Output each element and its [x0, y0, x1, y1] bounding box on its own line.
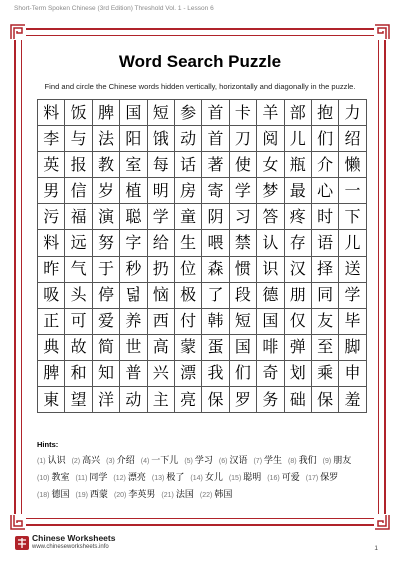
grid-cell[interactable]: 友 [312, 309, 339, 335]
grid-cell[interactable]: 脾 [38, 361, 65, 387]
hint-word: 高兴 [82, 456, 101, 466]
grid-cell[interactable]: 于 [93, 257, 120, 283]
grid-cell[interactable]: 位 [175, 257, 202, 283]
grid-cell[interactable]: 国 [257, 309, 284, 335]
grid-cell[interactable]: 可 [65, 309, 92, 335]
grid-cell[interactable]: 덞 [120, 283, 147, 309]
hint-item [141, 453, 179, 470]
grid-cell[interactable]: 寄 [202, 178, 229, 204]
grid-cell[interactable]: 简 [93, 335, 120, 361]
hint-item [229, 470, 261, 487]
grid-cell[interactable]: 正 [38, 309, 65, 335]
hints-title: Hints: [37, 440, 59, 449]
grid-cell[interactable]: 法 [93, 126, 120, 152]
hint-word: 一下儿 [151, 456, 179, 466]
grid-cell[interactable]: 知 [93, 361, 120, 387]
hint-number: (5) [184, 458, 193, 465]
grid-cell[interactable]: 国 [120, 100, 147, 126]
hint-word: 德国 [51, 490, 70, 500]
grid-cell[interactable]: 料 [38, 230, 65, 256]
grid-cell[interactable]: 参 [175, 100, 202, 126]
grid-cell[interactable]: 和 [65, 361, 92, 387]
footer-url[interactable]: www.chineseworksheets.info [32, 544, 109, 550]
hint-item [37, 470, 69, 487]
grid-cell[interactable]: 恼 [148, 283, 175, 309]
hint-word: 西蒙 [89, 490, 108, 500]
grid-cell[interactable]: 头 [65, 283, 92, 309]
hint-item [113, 470, 145, 487]
grid-cell[interactable]: 汉 [285, 257, 312, 283]
hint-item [72, 453, 101, 470]
hint-item [37, 487, 69, 504]
grid-cell[interactable]: 首 [202, 100, 229, 126]
grid-cell[interactable]: 们 [312, 126, 339, 152]
grid-cell[interactable]: 保 [202, 387, 229, 413]
instructions-text: Find and circle the Chinese words hidden vertically, horizontally and diagonally in the puzzle. [44, 82, 356, 91]
hint-number: (10) [37, 475, 50, 482]
hint-word: 保罗 [320, 473, 339, 483]
grid-cell[interactable]: 料 [38, 100, 65, 126]
grid-cell[interactable]: 至 [312, 335, 339, 361]
grid-cell[interactable]: 梦 [257, 178, 284, 204]
grid-cell[interactable]: 们 [230, 361, 257, 387]
grid-cell[interactable]: 抱 [312, 100, 339, 126]
corner-ornament-top-left [10, 24, 26, 40]
grid-cell[interactable]: 扔 [148, 257, 175, 283]
grid-cell[interactable]: 喂 [202, 230, 229, 256]
grid-cell[interactable]: 童 [175, 204, 202, 230]
grid-cell[interactable]: 脾 [93, 100, 120, 126]
grid-cell[interactable]: 羞 [339, 387, 366, 413]
grid-cell[interactable]: 污 [38, 204, 65, 230]
grid-cell[interactable]: 懒 [339, 152, 366, 178]
grid-cell[interactable]: 学 [339, 283, 366, 309]
hint-number: (16) [267, 475, 280, 482]
hint-number: (6) [218, 458, 228, 465]
grid-cell[interactable]: 绍 [339, 126, 366, 152]
grid-cell[interactable]: 東 [38, 387, 65, 413]
hint-item [114, 487, 155, 504]
hints-list [37, 453, 367, 504]
hint-item [152, 470, 184, 487]
grid-cell[interactable]: 岁 [93, 178, 120, 204]
hint-number: (2) [71, 458, 81, 465]
grid-cell[interactable]: 语 [312, 230, 339, 256]
grid-cell[interactable]: 罗 [230, 387, 257, 413]
hint-item [75, 470, 107, 487]
hint-number: (17) [305, 475, 319, 482]
grid-cell[interactable]: 明 [148, 178, 175, 204]
hint-word: 可爱 [281, 473, 300, 483]
hint-word: 认识 [47, 456, 66, 466]
grid-cell[interactable]: 惯 [230, 257, 257, 283]
grid-cell[interactable]: 报 [65, 152, 92, 178]
grid-cell[interactable]: 我 [202, 361, 229, 387]
header-text: Short-Term Spoken Chinese (3rd Edition) Threshold Vol. 1 - Lesson 6 [14, 5, 214, 12]
footer-brand: Chinese Worksheets [32, 533, 116, 543]
hint-number: (7) [253, 458, 263, 465]
grid-cell[interactable]: 兴 [148, 361, 175, 387]
hint-word: 韩国 [214, 490, 233, 500]
corner-ornament-top-right [374, 24, 390, 40]
hint-item [200, 487, 232, 504]
grid-cell[interactable]: 羊 [257, 100, 284, 126]
grid-cell[interactable]: 儿 [339, 230, 366, 256]
grid-cell[interactable]: 养 [120, 309, 147, 335]
grid-cell[interactable]: 德 [257, 283, 284, 309]
grid-cell[interactable]: 极 [175, 283, 202, 309]
grid-cell[interactable]: 森 [202, 257, 229, 283]
hint-word: 李英男 [128, 490, 156, 500]
grid-cell[interactable]: 吸 [38, 283, 65, 309]
grid-cell[interactable]: 乘 [312, 361, 339, 387]
grid-cell[interactable]: 识 [257, 257, 284, 283]
grid-cell[interactable]: 习 [230, 204, 257, 230]
grid-cell[interactable]: 韩 [202, 309, 229, 335]
hint-item [219, 453, 248, 470]
grid-cell[interactable]: 介 [312, 152, 339, 178]
hint-word: 学习 [194, 456, 213, 466]
grid-cell[interactable]: 了 [202, 283, 229, 309]
grid-cell[interactable]: 故 [65, 335, 92, 361]
grid-cell[interactable]: 房 [175, 178, 202, 204]
grid-cell[interactable]: 主 [148, 387, 175, 413]
hint-word: 介绍 [116, 456, 135, 466]
hint-item [306, 470, 338, 487]
grid-cell[interactable]: 话 [175, 152, 202, 178]
grid-cell[interactable]: 最 [285, 178, 312, 204]
hint-item [161, 487, 193, 504]
grid-cell[interactable]: 著 [202, 152, 229, 178]
grid-cell[interactable]: 蒙 [175, 335, 202, 361]
grid-cell[interactable]: 阴 [202, 204, 229, 230]
grid-cell[interactable]: 蛋 [202, 335, 229, 361]
grid-cell[interactable]: 力 [339, 100, 366, 126]
grid-cell[interactable]: 使 [230, 152, 257, 178]
grid-cell[interactable]: 漂 [175, 361, 202, 387]
grid-cell[interactable]: 国 [230, 335, 257, 361]
word-search-grid [37, 99, 367, 413]
hint-item [323, 453, 352, 470]
grid-cell[interactable]: 望 [65, 387, 92, 413]
grid-cell[interactable]: 演 [93, 204, 120, 230]
chinese-worksheets-logo-icon [15, 535, 29, 549]
corner-ornament-bottom-left [10, 514, 26, 530]
grid-cell[interactable]: 时 [312, 204, 339, 230]
grid-cell[interactable]: 高 [148, 335, 175, 361]
grid-cell[interactable]: 女 [257, 152, 284, 178]
hint-item [184, 453, 213, 470]
grid-cell[interactable]: 世 [120, 335, 147, 361]
grid-cell[interactable]: 啡 [257, 335, 284, 361]
page-number: 1 [374, 545, 378, 552]
hint-item [267, 470, 299, 487]
grid-cell[interactable]: 男 [38, 178, 65, 204]
grid-cell[interactable]: 段 [230, 283, 257, 309]
grid-cell[interactable]: 禁 [230, 230, 257, 256]
grid-cell[interactable]: 仅 [285, 309, 312, 335]
grid-cell[interactable]: 础 [285, 387, 312, 413]
hint-word: 我们 [298, 456, 317, 466]
grid-cell[interactable]: 刀 [230, 126, 257, 152]
grid-cell[interactable]: 典 [38, 335, 65, 361]
grid-cell[interactable]: 停 [93, 283, 120, 309]
grid-cell[interactable]: 西 [148, 309, 175, 335]
grid-cell[interactable]: 远 [65, 230, 92, 256]
grid-cell[interactable]: 划 [285, 361, 312, 387]
hint-number: (20) [113, 492, 127, 499]
hint-item [106, 453, 135, 470]
grid-cell[interactable]: 付 [175, 309, 202, 335]
hint-number: (13) [151, 475, 165, 482]
grid-cell[interactable]: 阅 [257, 126, 284, 152]
hint-word: 女儿 [204, 473, 223, 483]
grid-cell[interactable]: 昨 [38, 257, 65, 283]
grid-cell[interactable]: 下 [339, 204, 366, 230]
grid-cell[interactable]: 一 [339, 178, 366, 204]
grid-cell[interactable]: 部 [285, 100, 312, 126]
grid-cell[interactable]: 气 [65, 257, 92, 283]
grid-cell[interactable]: 信 [65, 178, 92, 204]
hint-number: (14) [190, 475, 203, 482]
grid-cell[interactable]: 饭 [65, 100, 92, 126]
grid-cell[interactable]: 动 [175, 126, 202, 152]
hint-number: (8) [288, 458, 297, 465]
hint-item [37, 453, 66, 470]
grid-cell[interactable]: 动 [120, 387, 147, 413]
hint-item [190, 470, 222, 487]
grid-cell[interactable]: 务 [257, 387, 284, 413]
hint-number: (1) [37, 458, 46, 465]
grid-cell[interactable]: 瓶 [285, 152, 312, 178]
hint-item [253, 453, 282, 470]
grid-cell[interactable]: 亮 [175, 387, 202, 413]
grid-cell[interactable]: 脚 [339, 335, 366, 361]
page-title: Word Search Puzzle [118, 52, 282, 71]
hint-item [75, 487, 107, 504]
grid-cell[interactable]: 与 [65, 126, 92, 152]
hint-word: 同学 [89, 473, 108, 483]
grid-cell[interactable]: 每 [148, 152, 175, 178]
hint-item [288, 453, 317, 470]
grid-cell[interactable]: 弹 [285, 335, 312, 361]
hint-number: (18) [37, 492, 50, 499]
grid-cell[interactable]: 同 [312, 283, 339, 309]
grid-cell[interactable]: 福 [65, 204, 92, 230]
hint-word: 聪明 [243, 473, 262, 483]
grid-cell[interactable]: 申 [339, 361, 366, 387]
grid-cell[interactable]: 学 [230, 178, 257, 204]
grid-cell[interactable]: 疼 [285, 204, 312, 230]
grid-cell[interactable]: 朋 [285, 283, 312, 309]
grid-cell[interactable]: 秒 [120, 257, 147, 283]
grid-cell[interactable]: 植 [120, 178, 147, 204]
hint-word: 极了 [166, 473, 185, 483]
corner-ornament-bottom-right [374, 514, 390, 530]
grid-cell[interactable]: 洋 [93, 387, 120, 413]
grid-cell[interactable]: 学 [148, 204, 175, 230]
grid-cell[interactable]: 爱 [93, 309, 120, 335]
grid-cell[interactable]: 保 [312, 387, 339, 413]
grid-cell[interactable]: 聪 [120, 204, 147, 230]
grid-cell[interactable]: 字 [120, 230, 147, 256]
grid-cell[interactable]: 努 [93, 230, 120, 256]
grid-cell[interactable]: 卡 [230, 100, 257, 126]
hint-number: (15) [228, 475, 242, 482]
hint-word: 学生 [264, 456, 283, 466]
hint-word: 教室 [51, 473, 70, 483]
grid-cell[interactable]: 生 [175, 230, 202, 256]
hint-number: (12) [113, 475, 126, 482]
hint-number: (22) [199, 492, 213, 499]
grid-cell[interactable]: 认 [257, 230, 284, 256]
grid-cell[interactable]: 择 [312, 257, 339, 283]
hint-number: (4) [140, 458, 150, 465]
grid-cell[interactable]: 阳 [120, 126, 147, 152]
hint-word: 漂亮 [127, 473, 146, 483]
grid-cell[interactable]: 心 [312, 178, 339, 204]
grid-cell[interactable]: 奇 [257, 361, 284, 387]
hint-word: 法国 [175, 490, 194, 500]
grid-cell[interactable]: 教 [93, 152, 120, 178]
grid-cell[interactable]: 首 [202, 126, 229, 152]
grid-cell[interactable]: 短 [230, 309, 257, 335]
grid-cell[interactable]: 答 [257, 204, 284, 230]
grid-cell[interactable]: 给 [148, 230, 175, 256]
grid-cell[interactable]: 毕 [339, 309, 366, 335]
grid-cell[interactable]: 英 [38, 152, 65, 178]
hint-number: (3) [106, 458, 115, 465]
hint-number: (9) [322, 458, 332, 465]
grid-cell[interactable]: 存 [285, 230, 312, 256]
grid-cell[interactable]: 短 [148, 100, 175, 126]
grid-cell[interactable]: 普 [120, 361, 147, 387]
hint-number: (21) [161, 492, 174, 499]
hint-number: (19) [75, 492, 88, 499]
hint-word: 朋友 [333, 456, 352, 466]
grid-cell[interactable]: 送 [339, 257, 366, 283]
grid-cell[interactable]: 饿 [148, 126, 175, 152]
grid-cell[interactable]: 李 [38, 126, 65, 152]
grid-cell[interactable]: 儿 [285, 126, 312, 152]
grid-cell[interactable]: 室 [120, 152, 147, 178]
hint-word: 汉语 [229, 456, 248, 466]
hint-number: (11) [75, 475, 88, 482]
